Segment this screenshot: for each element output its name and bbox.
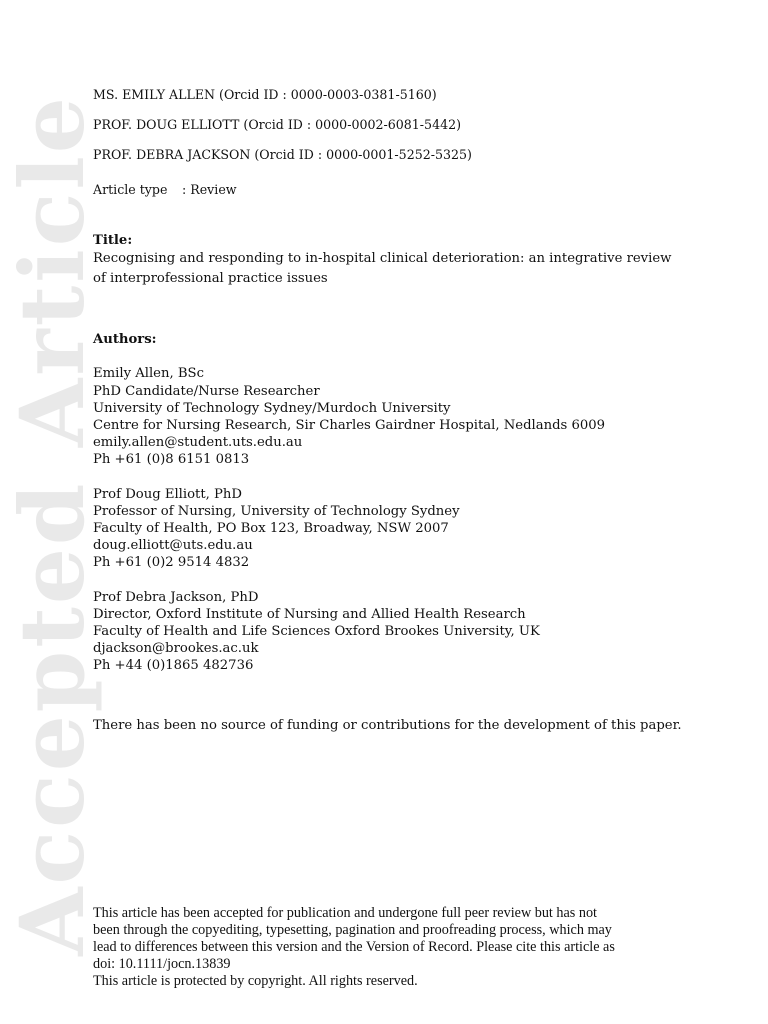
author-affiliation: Faculty of Health and Life Sciences Oxford Brookes University, UK: [93, 624, 540, 640]
author-affiliation: Faculty of Health, PO Box 123, Broadway, NSW 2007: [93, 521, 449, 537]
author-email: emily.allen@student.uts.edu.au: [93, 435, 303, 451]
author-block-allen: [93, 365, 733, 468]
author-phone: Ph +61 (0)8 6151 0813: [93, 452, 250, 468]
author-name: Emily Allen, BSc: [93, 366, 204, 382]
article-type-value: : Review: [182, 181, 237, 197]
author-affiliation: Centre for Nursing Research, Sir Charles Gairdner Hospital, Nedlands 6009: [93, 418, 606, 434]
orcid-line-elliott: PROF. DOUG ELLIOTT (Orcid ID : 0000-0002-6081-5442): [93, 116, 462, 132]
author-role: Professor of Nursing, University of Technology Sydney: [93, 503, 460, 519]
accepted-article-watermark: Accepted Article: [0, 94, 104, 956]
orcid-line-allen: MS. EMILY ALLEN (Orcid ID : 0000-0003-0381-5160): [93, 87, 437, 102]
author-email: djackson@brookes.ac.uk: [93, 641, 259, 657]
acceptance-notice: [93, 905, 693, 990]
orcid-list: [93, 86, 733, 163]
author-phone: Ph +44 (0)1865 482736: [93, 658, 254, 674]
author-name: Prof Debra Jackson, PhD: [93, 589, 259, 605]
acceptance-notice-line: lead to differences between this version and the Version of Record. Please cite this article as: [93, 939, 615, 955]
article-type-label: Article type: [93, 181, 168, 197]
article-front-matter: [93, 86, 733, 734]
author-block-elliott: [93, 486, 733, 572]
copyright-line: This article is protected by copyright. All rights reserved.: [93, 973, 418, 989]
article-title-line: Recognising and responding to in-hospital clinical deterioration: an integrative review: [93, 251, 672, 267]
article-type: [93, 181, 733, 198]
author-name: Prof Doug Elliott, PhD: [93, 486, 242, 502]
author-phone: Ph +61 (0)2 9514 4832: [93, 555, 250, 571]
acceptance-notice-line: This article has been accepted for publication and undergone full peer review but has not: [93, 905, 597, 921]
author-affiliation: University of Technology Sydney/Murdoch University: [93, 400, 451, 416]
article-title: [93, 249, 733, 289]
authors-heading: Authors:: [93, 332, 157, 348]
article-title-line: of interprofessional practice issues: [93, 271, 328, 287]
author-role: Director, Oxford Institute of Nursing and Allied Health Research: [93, 606, 526, 622]
author-email: doug.elliott@uts.edu.au: [93, 538, 253, 554]
title-heading: Title:: [93, 233, 133, 248]
funding-statement: There has been no source of funding or contributions for the development of this paper.: [93, 717, 682, 733]
author-role: PhD Candidate/Nurse Researcher: [93, 383, 320, 399]
orcid-line-jackson: PROF. DEBRA JACKSON (Orcid ID : 0000-0001-5252-5325): [93, 146, 472, 162]
doi-line: doi: 10.1111/jocn.13839: [93, 956, 231, 972]
acceptance-notice-line: been through the copyediting, typesetting, pagination and proofreading process, which may: [93, 922, 612, 938]
author-block-jackson: [93, 589, 733, 675]
